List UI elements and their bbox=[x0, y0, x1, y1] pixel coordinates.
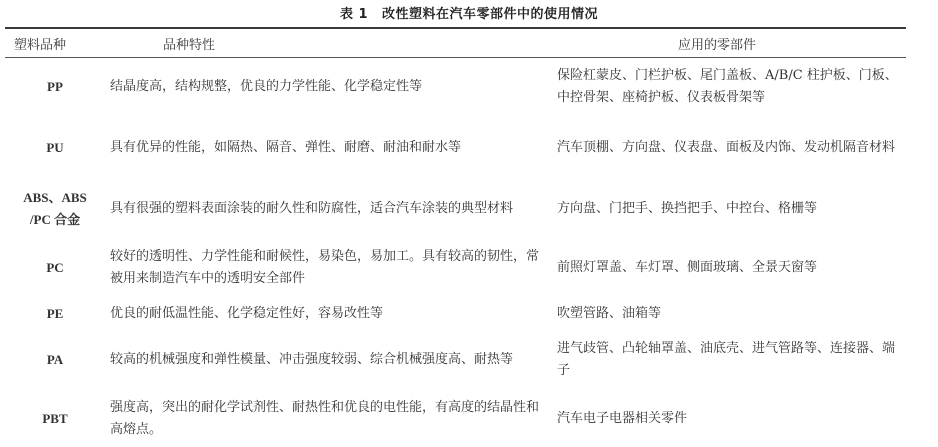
table-row bbox=[5, 303, 906, 325]
properties-cell: 具有很强的塑料表面涂装的耐久性和防腐性，适合汽车涂装的典型材料 bbox=[110, 201, 514, 216]
table-caption bbox=[0, 3, 938, 22]
table-row bbox=[5, 396, 906, 442]
table-row bbox=[5, 337, 906, 383]
properties-cell: 优良的耐低温性能、化学稳定性好，容易改性等 bbox=[110, 306, 384, 321]
properties-cell: 强度高，突出的耐化学试剂性、耐热性和优良的电性能，有高度的结晶性和高熔点。 bbox=[110, 400, 540, 437]
plastic-type-cell: PA bbox=[46, 352, 64, 367]
plastic-type-cell bbox=[5, 187, 105, 231]
plastic-type-cell: PE bbox=[46, 306, 64, 321]
applications-cell: 方向盘、门把手、换挡把手、中控台、格栅等 bbox=[557, 201, 818, 216]
plastic-type-line: ABS、ABS bbox=[23, 190, 87, 205]
plastic-type-cell: PP bbox=[47, 79, 63, 94]
applications-cell: 汽车电子电器相关零件 bbox=[557, 411, 688, 426]
table-row bbox=[5, 64, 906, 110]
plastic-type-cell: PU bbox=[46, 140, 64, 155]
properties-cell: 较好的透明性、力学性能和耐候性，易染色，易加工。具有较高的韧性，常被用来制造汽车中的透明安全部件 bbox=[110, 249, 540, 286]
properties-cell: 结晶度高，结构规整，优良的力学性能、化学稳定性等 bbox=[110, 79, 423, 94]
top-rule bbox=[5, 27, 906, 29]
table-title: 改性塑料在汽车零部件中的使用情况 bbox=[382, 7, 599, 22]
plastic-type-cell: PBT bbox=[42, 411, 68, 426]
plastic-type-cell: PC bbox=[46, 260, 64, 275]
header-properties: 品种特性 bbox=[163, 38, 216, 53]
header-plastic-type: 塑料品种 bbox=[14, 38, 67, 53]
table-row bbox=[5, 125, 906, 171]
table-row bbox=[5, 186, 906, 232]
header-rule bbox=[5, 57, 906, 58]
applications-cell: 前照灯罩盖、车灯罩、侧面玻璃、全景天窗等 bbox=[557, 260, 818, 275]
applications-cell: 保险杠蒙皮、门栏护板、尾门盖板、A/B/C 柱护板、门板、中控骨架、座椅护板、仪表板骨架等 bbox=[557, 68, 898, 105]
applications-cell: 进气歧管、凸轮轴罩盖、油底壳、进气管路等、连接器、端子 bbox=[557, 341, 896, 378]
applications-cell: 吹塑管路、油箱等 bbox=[557, 306, 662, 321]
header-applications: 应用的零部件 bbox=[678, 38, 757, 53]
plastic-type-line: /PC 合金 bbox=[29, 212, 81, 227]
table-number: 表 1 bbox=[339, 7, 369, 22]
properties-cell: 较高的机械强度和弹性模量、冲击强度较弱、综合机械强度高、耐热等 bbox=[110, 352, 514, 367]
applications-cell: 汽车顶棚、方向盘、仪表盘、面板及内饰、发动机隔音材料 bbox=[557, 140, 896, 155]
properties-cell: 具有优异的性能，如隔热、隔音、弹性、耐磨、耐油和耐水等 bbox=[110, 140, 462, 155]
table-row bbox=[5, 245, 906, 291]
